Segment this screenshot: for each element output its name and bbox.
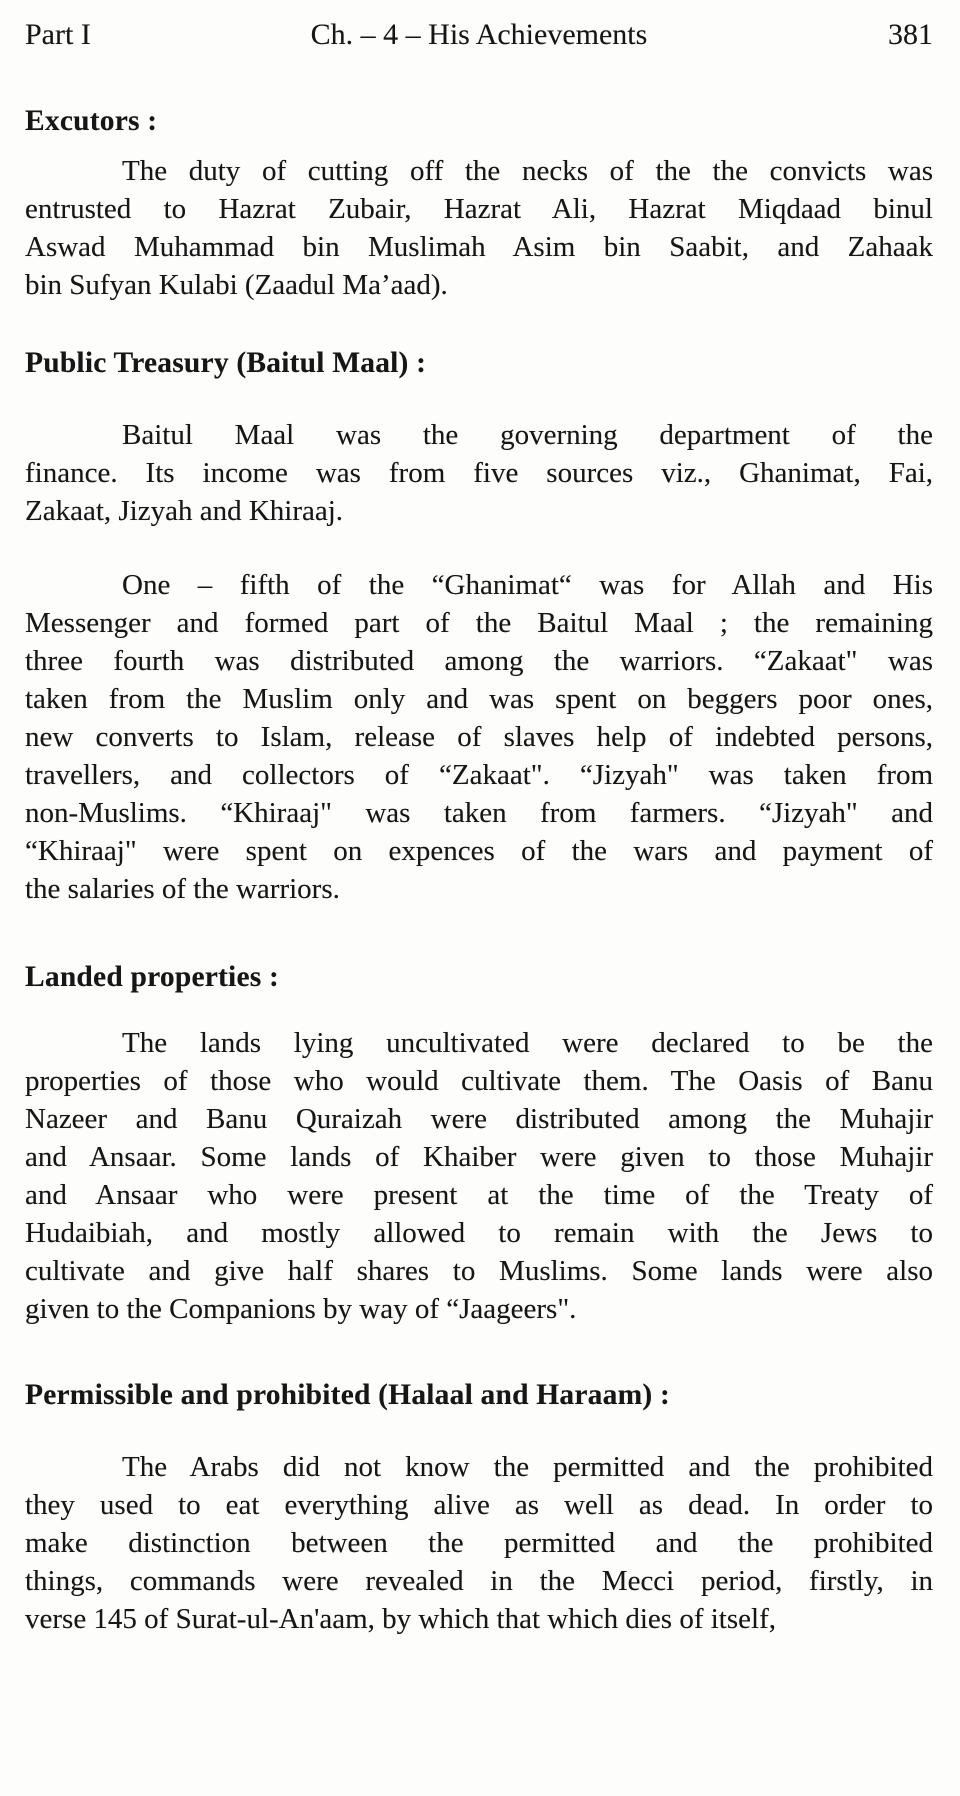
text-line: and Ansaar who were present at the time of the Treaty of [25, 1179, 933, 1211]
text-line: make distinction between the permitted and the prohibited [25, 1527, 933, 1559]
paragraph-permissible-prohibited [25, 1448, 933, 1638]
text-line: Baitul Maal was the governing department of the [122, 419, 933, 451]
text-line: Messenger and formed part of the Baitul Maal ; the remaining [25, 607, 933, 639]
text-line: non-Muslims. “Khiraaj" was taken from farmers. “Jizyah" and [25, 797, 933, 829]
text-line: cultivate and give half shares to Muslims. Some lands were also [25, 1255, 933, 1287]
section-heading-excutors: Excutors : [25, 105, 158, 137]
text-line: “Khiraaj" were spent on expences of the wars and payment of [25, 835, 933, 867]
text-line: new converts to Islam, release of slaves help of indebted persons, [25, 721, 933, 753]
text-line: taken from the Muslim only and was spent on beggers poor ones, [25, 683, 933, 715]
text-line: verse 145 of Surat-ul-An'aam, by which that which dies of itself, [25, 1603, 776, 1635]
text-line: Aswad Muhammad bin Muslimah Asim bin Saabit, and Zahaak [25, 231, 933, 263]
header-chapter-title: Ch. – 4 – His Achievements [310, 18, 648, 51]
text-line: The Arabs did not know the permitted and the prohibited [122, 1451, 933, 1483]
text-line: properties of those who would cultivate them. The Oasis of Banu [25, 1065, 933, 1097]
section-heading-public-treasury: Public Treasury (Baitul Maal) : [25, 347, 427, 379]
text-line: Nazeer and Banu Quraizah were distributed among the Muhajir [25, 1103, 933, 1135]
text-line: The lands lying uncultivated were declared to be the [122, 1027, 933, 1059]
header-part-label: Part I [25, 18, 91, 51]
text-line: given to the Companions by way of “Jaageers". [25, 1293, 577, 1325]
text-line: finance. Its income was from five sources viz., Ghanimat, Fai, [25, 457, 933, 489]
text-line: travellers, and collectors of “Zakaat". “Jizyah" was taken from [25, 759, 933, 791]
text-line: Zakaat, Jizyah and Khiraaj. [25, 495, 344, 527]
section-heading-permissible-prohibited: Permissible and prohibited (Halaal and Haraam) : [25, 1379, 670, 1411]
page-header [25, 16, 933, 54]
text-line: bin Sufyan Kulabi (Zaadul Ma’aad). [25, 269, 448, 301]
paragraph-excutors [25, 152, 933, 304]
paragraph-treasury-intro [25, 416, 933, 530]
header-page-number: 381 [888, 18, 933, 51]
text-line: entrusted to Hazrat Zubair, Hazrat Ali, Hazrat Miqdaad binul [25, 193, 933, 225]
text-line: One – fifth of the “Ghanimat“ was for Allah and His [122, 569, 933, 601]
text-line: they used to eat everything alive as well as dead. In order to [25, 1489, 933, 1521]
text-line: the salaries of the warriors. [25, 873, 340, 905]
paragraph-landed-properties [25, 1024, 933, 1328]
text-line: things, commands were revealed in the Mecci period, firstly, in [25, 1565, 933, 1597]
paragraph-treasury-sources [25, 566, 933, 908]
text-line: Hudaibiah, and mostly allowed to remain with the Jews to [25, 1217, 933, 1249]
text-line: The duty of cutting off the necks of the the convicts was [122, 155, 933, 187]
section-heading-landed-properties: Landed properties : [25, 961, 280, 993]
text-line: and Ansaar. Some lands of Khaiber were given to those Muhajir [25, 1141, 933, 1173]
text-line: three fourth was distributed among the warriors. “Zakaat" was [25, 645, 933, 677]
